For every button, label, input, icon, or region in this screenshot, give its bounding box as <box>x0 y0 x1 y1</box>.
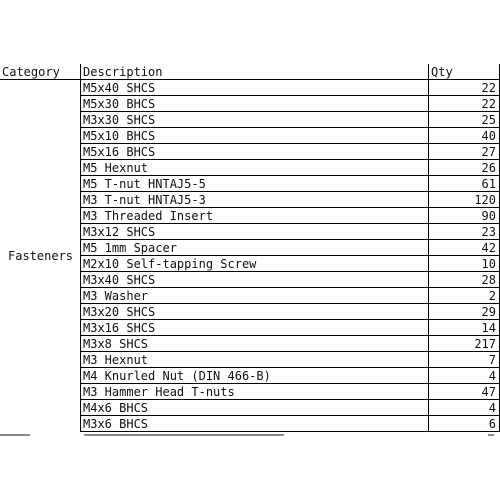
table-row <box>80 400 499 416</box>
row-qty: 10 <box>481 257 496 271</box>
description-column-left-border <box>80 64 81 432</box>
table-row <box>80 256 499 272</box>
row-qty: 4 <box>488 369 496 383</box>
table-row <box>80 288 499 304</box>
table-row <box>80 240 499 256</box>
row-description: M5x16 BHCS <box>83 145 156 159</box>
clipped-next-row <box>0 432 500 442</box>
table-row <box>80 192 499 208</box>
table-row <box>80 176 499 192</box>
table-row <box>80 80 499 96</box>
row-qty: 4 <box>488 401 496 415</box>
table-row <box>80 96 499 112</box>
row-qty: 25 <box>481 113 496 127</box>
row-qty: 47 <box>481 385 496 399</box>
row-qty: 217 <box>474 337 496 351</box>
row-description: M3x20 SHCS <box>83 305 156 319</box>
row-qty: 26 <box>481 161 496 175</box>
row-description: M3 Hexnut <box>83 353 149 367</box>
table-row <box>80 368 499 384</box>
table-row <box>80 128 499 144</box>
row-description: M3x6 BHCS <box>83 417 149 431</box>
description-header: Description <box>83 65 163 79</box>
category-cell: Fasteners <box>8 249 74 263</box>
row-qty: 2 <box>488 289 496 303</box>
row-qty: 22 <box>481 97 496 111</box>
row-qty: 42 <box>481 241 496 255</box>
table-row <box>80 144 499 160</box>
table-row <box>80 416 499 432</box>
table-row <box>80 352 499 368</box>
row-qty: 120 <box>474 193 496 207</box>
table-header-row <box>0 64 500 80</box>
row-description: M3x16 SHCS <box>83 321 156 335</box>
row-description: M3 Threaded Insert <box>83 209 214 223</box>
qty-header: Qty <box>431 65 453 79</box>
row-description: M3x40 SHCS <box>83 273 156 287</box>
row-qty: 22 <box>481 81 496 95</box>
row-description: M3 Hammer Head T-nuts <box>83 385 235 399</box>
row-qty: 90 <box>481 209 496 223</box>
row-description: M2x10 Self-tapping Screw <box>83 257 257 271</box>
table-row <box>80 384 499 400</box>
row-description: M3 T-nut HNTAJ5-3 <box>83 193 206 207</box>
table-row <box>80 272 499 288</box>
row-description: M5x40 SHCS <box>83 81 156 95</box>
row-description: M5 1mm Spacer <box>83 241 177 255</box>
row-qty: 29 <box>481 305 496 319</box>
row-description: M4 Knurled Nut (DIN 466-B) <box>83 369 271 383</box>
table-row <box>80 160 499 176</box>
row-qty: 7 <box>488 353 496 367</box>
row-qty: 6 <box>488 417 496 431</box>
row-qty: 28 <box>481 273 496 287</box>
row-description: M5x10 BHCS <box>83 129 156 143</box>
table-row <box>80 336 499 352</box>
row-description: M4x6 BHCS <box>83 401 149 415</box>
row-description: M5 Hexnut <box>83 161 149 175</box>
table-row <box>80 112 499 128</box>
row-description: M5 T-nut HNTAJ5-5 <box>83 177 206 191</box>
row-qty: 40 <box>481 129 496 143</box>
category-header: Category <box>2 65 60 79</box>
row-qty: 27 <box>481 145 496 159</box>
row-qty: 61 <box>481 177 496 191</box>
row-description: M3x12 SHCS <box>83 225 156 239</box>
qty-column-left-border <box>428 64 429 432</box>
row-qty: 14 <box>481 321 496 335</box>
row-description: M3x8 SHCS <box>83 337 149 351</box>
row-qty: 23 <box>481 225 496 239</box>
table-row <box>80 208 499 224</box>
row-description: M5x30 BHCS <box>83 97 156 111</box>
table-row <box>80 224 499 240</box>
table-row <box>80 304 499 320</box>
table-row <box>80 320 499 336</box>
row-description: M3 Washer <box>83 289 149 303</box>
row-description: M3x30 SHCS <box>83 113 156 127</box>
